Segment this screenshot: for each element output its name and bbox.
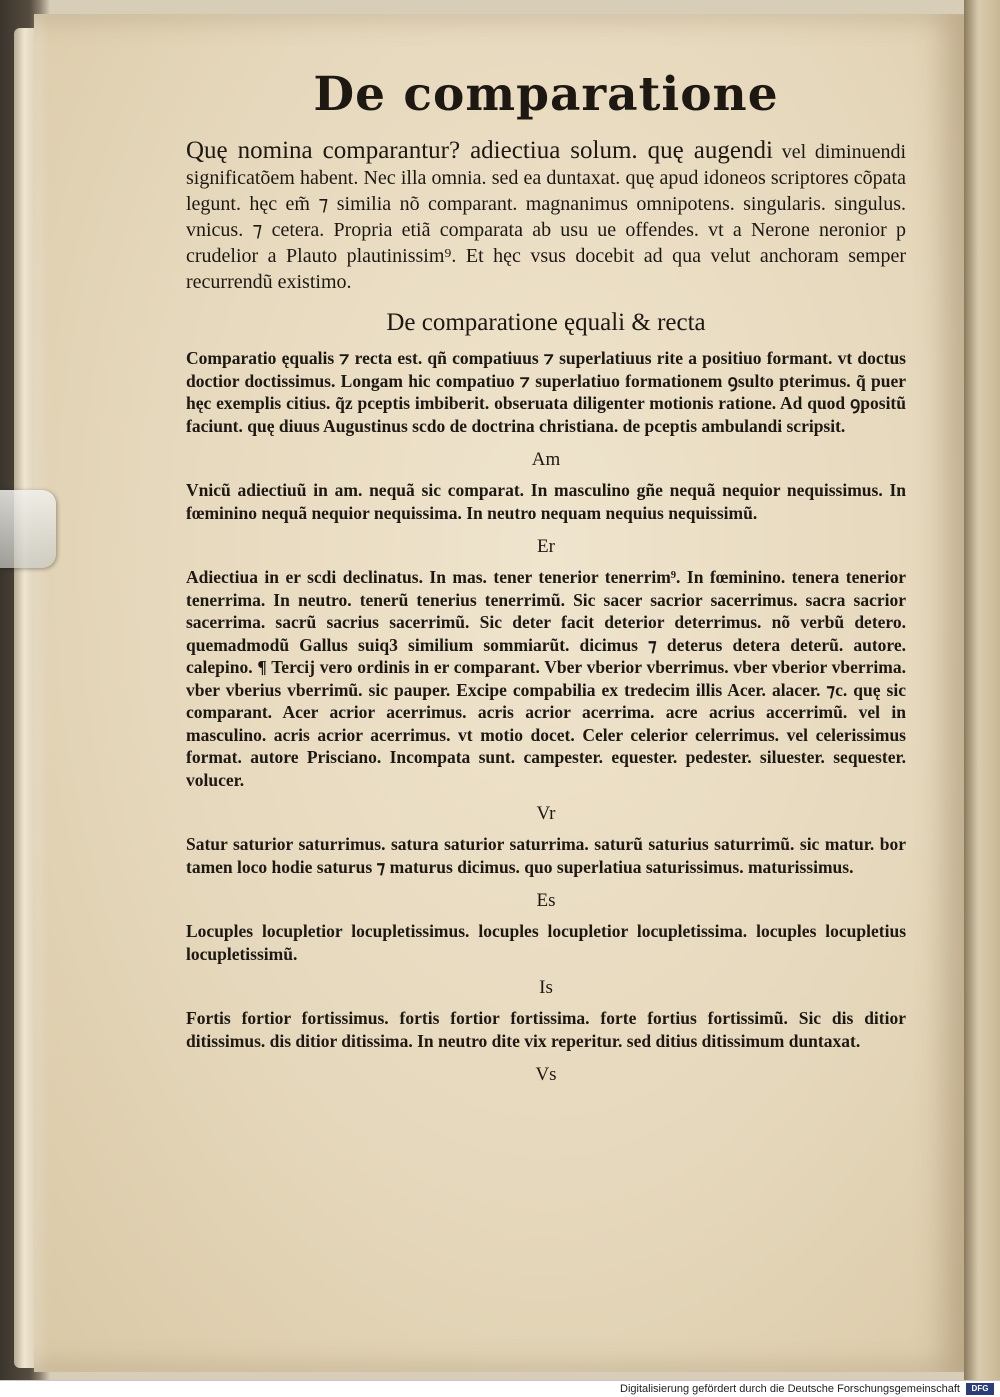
page-title: De comparatione xyxy=(313,67,779,122)
heading-vs: Vs xyxy=(535,1064,557,1085)
paragraph-vr: Satur saturior saturrimus. satura saturior saturrima. saturũ saturius saturrimũ. sic matur. bor tamen loco hodie saturus ⁊ maturus dicimus. quo superlatiua saturissimus. maturissimus. xyxy=(186,834,906,877)
dfg-logo: DFG xyxy=(966,1383,994,1395)
heading-es: Es xyxy=(536,890,556,911)
footer-credit: Digitalisierung gefördert durch die Deutsche Forschungsgemeinschaft xyxy=(620,1383,960,1395)
paragraph-es: Locuples locupletior locupletissimus. locuples locupletior locupletissima. locuples locupletius locupletissimũ. xyxy=(186,921,906,964)
paragraph-am: Vnicũ adiectiuũ in am. nequã sic comparat. In masculino gñe nequã nequior nequissimus. In fœminino nequã nequior nequissima. In neutro nequam nequius nequissimũ. xyxy=(186,480,906,523)
heading-is: Is xyxy=(539,977,553,998)
facing-page-edge xyxy=(964,0,1000,1380)
page-clip xyxy=(0,490,56,568)
section-subtitle: De comparatione ęquali & recta xyxy=(386,309,706,336)
footer-bar xyxy=(0,1380,1000,1397)
page-text xyxy=(186,64,906,1094)
paragraph-er: Adiectiua in er scdi declinatus. In mas. tener tenerior tenerrim⁹. In fœminino. tenera tenerior tenerrima. In neutro. tenerũ tenerius tenerrimũ. Sic sacer sacrior sacerrimus. sacra sacrior sacerrima. sacrũ sacrius sacerrimũ. Sic deter facit deterior deterrimus. nõ verbũ detero. quemadmodũ Gallus suiq3 similium sommiarũt. dicimus ⁊ deterus detera deterũ. autore. calepino. ¶ Tercij vero ordinis in er comparant. Vber vberior vberrimus. vber vberior vberrima. vber vberius vberrimũ. sic pauper. Excipe compabilia ex tredecim illis Acer. alacer. ⁊c. quę sic comparant. Acer acrior acerrimus. acris acrior acerrima. acre acrius accerrimũ. vel in masculino. acris acrior acerrimus. vt motio docet. Celer celerior celerrimus. vel celerissimus format. autore Prisciano. Incompata sunt. campester. equester. pedester. siluester. sequester. volucer. xyxy=(186,567,906,790)
heading-vr: Vr xyxy=(536,803,556,824)
heading-er: Er xyxy=(537,536,555,557)
intro-paragraph xyxy=(186,138,906,295)
paragraph-is: Fortis fortior fortissimus. fortis fortior fortissima. forte fortius fortissimũ. Sic dis ditior ditissimus. dis ditior ditissima. In neutro dite vix reperitur. sed ditius ditissimum duntaxat. xyxy=(186,1008,906,1051)
intro-text: vel diminuendi significatõem habent. Nec illa omnia. sed ea duntaxat. quę apud idoneos scriptores cõpata legunt. hęc em̃ ⁊ similia nõ comparant. magnanimus omnipotens. singularis. singulus. vnicus. ⁊ cetera. Propria etiã comparata ab usu ue offendes. vt a Nerone neronior p crudelior a Plauto plautinissim⁹. Et hęc vsus docebit ad qua velut anchoram semper recurrendũ existimo. xyxy=(186,141,906,293)
intro-lead: Quę nomina comparantur? adiectiua solum. quę augendi xyxy=(186,137,773,164)
heading-am: Am xyxy=(531,449,561,470)
paragraph-comparatio: Comparatio ęqualis ⁊ recta est. qñ compatiuus ⁊ superlatiuus rite a positiuo formant. vt doctus doctior doctissimus. Longam hic compatiuo ⁊ superlatiuo formationem ꝯsulto pterimus. q̃ puer hęc exemplis citius. q̃z pceptis imbiberit. obseruata diligenter motionis ratione. Ad quod ꝯpositũ faciunt. quę diuus Augustinus scdo de doctrina christiana. de pceptis ambulandi scripsit. xyxy=(186,348,906,436)
